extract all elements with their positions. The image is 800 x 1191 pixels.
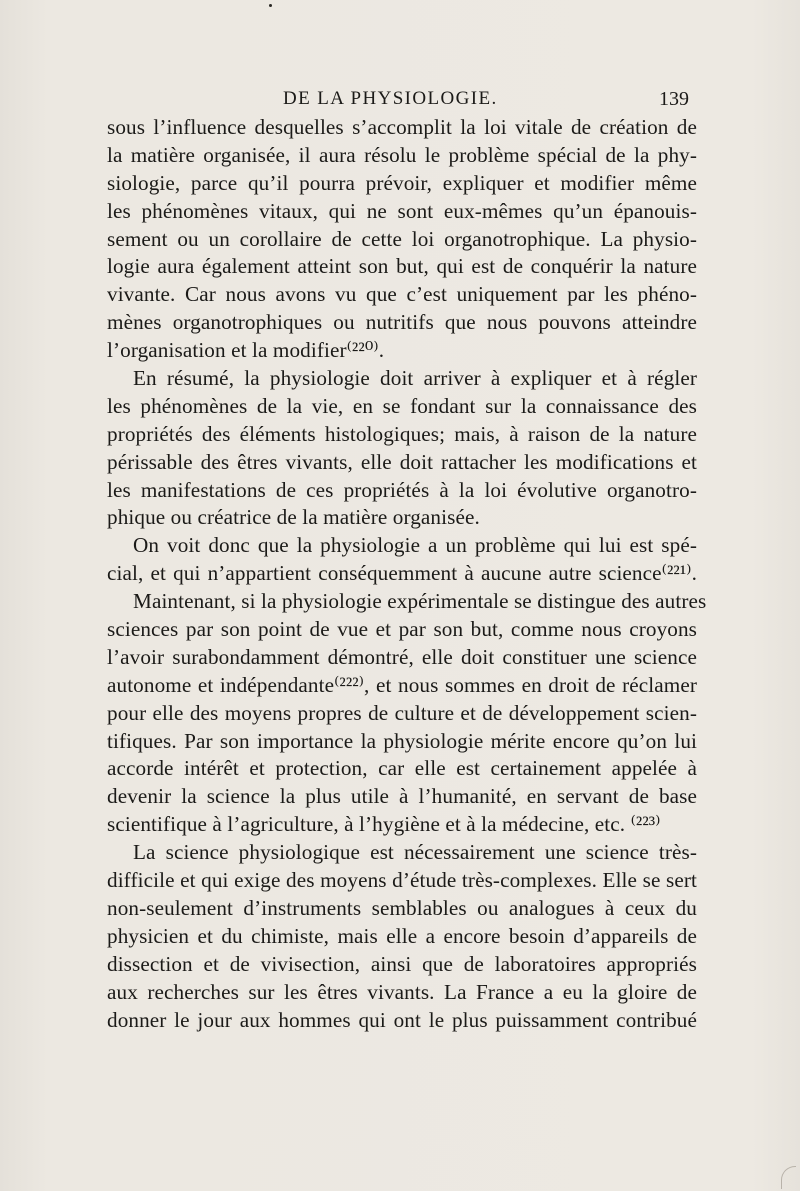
text-line: vivante. Car nous avons vu que c’est uniquement par les phéno- <box>107 282 697 307</box>
text-line: pour elle des moyens propres de culture et de développement scien- <box>107 700 697 725</box>
text-line: aux recherches sur les êtres vivants. La France a eu la gloire de <box>107 979 697 1004</box>
text-line: propriétés des éléments histologiques; mais, à raison de la nature <box>107 421 697 446</box>
text-line: donner le jour aux hommes qui ont le plus puissamment contribué <box>107 1007 697 1032</box>
text-line: En résumé, la physiologie doit arriver à expliquer et à régler <box>133 366 697 391</box>
text-line: mènes organotrophiques ou nutritifs que nous pouvons atteindre <box>107 310 697 335</box>
text-line: les phénomènes vitaux, qui ne sont eux-mêmes qu’un épanouis- <box>107 198 697 223</box>
text-line: périssable des êtres vivants, elle doit rattacher les modifications et <box>107 449 697 474</box>
text-line: autonome et indépendante⁽²²²⁾, et nous sommes en droit de réclamer <box>107 672 697 697</box>
text-line: La science physiologique est nécessairement une science très- <box>133 840 697 865</box>
text-line: la matière organisée, il aura résolu le problème spécial de la phy- <box>107 142 697 167</box>
text-line: l’organisation et la modifier⁽²²⁰⁾. <box>107 338 385 363</box>
text-line: sement ou un corollaire de cette loi organotrophique. La physio- <box>107 226 697 251</box>
text-line: On voit donc que la physiologie a un problème qui lui est spé- <box>133 533 697 558</box>
text-line: les phénomènes de la vie, en se fondant sur la connaissance des <box>107 393 697 418</box>
text-line: les manifestations de ces propriétés à la loi évolutive organotro- <box>107 477 697 502</box>
page-corner-curl <box>781 1166 796 1189</box>
text-line: sciences par son point de vue et par son but, comme nous croyons <box>107 617 697 642</box>
text-line: tifiques. Par son importance la physiologie mérite encore qu’on lui <box>107 728 697 753</box>
running-head: DE LA PHYSIOLOGIE. <box>283 88 498 109</box>
text-line: phique ou créatrice de la matière organisée. <box>107 505 480 530</box>
text-line: devenir la science la plus utile à l’humanité, en servant de base <box>107 784 697 809</box>
text-line: dissection et de vivisection, ainsi que de laboratoires appropriés <box>107 951 697 976</box>
text-line: accorde intérêt et protection, car elle est certainement appelée à <box>107 756 697 781</box>
text-line: sous l’influence desquelles s’accomplit la loi vitale de création de <box>107 115 697 139</box>
text-line: physicien et du chimiste, mais elle a encore besoin d’appareils de <box>107 923 697 948</box>
text-line: siologie, parce qu’il pourra prévoir, expliquer et modifier même <box>107 170 697 195</box>
text-line: non-seulement d’instruments semblables ou analogues à ceux du <box>107 895 697 920</box>
text-line: difficile et qui exige des moyens d’étude très-complexes. Elle se sert <box>107 868 697 893</box>
body-text <box>107 114 707 1034</box>
text-line: logie aura également atteint son but, qui est de conquérir la nature <box>107 254 697 279</box>
text-line: Maintenant, si la physiologie expérimentale se distingue des autres <box>133 589 707 614</box>
text-line: l’avoir surabondamment démontré, elle doit constituer une science <box>107 644 697 669</box>
page-number: 139 <box>659 88 689 110</box>
text-line: scientifique à l’agriculture, à l’hygiène et à la médecine, etc. ⁽²²³⁾ <box>107 812 661 837</box>
page-header <box>107 88 697 112</box>
ink-dot <box>269 4 272 7</box>
text-line: cial, et qui n’appartient conséquemment à aucune autre science⁽²²¹⁾. <box>107 561 697 586</box>
